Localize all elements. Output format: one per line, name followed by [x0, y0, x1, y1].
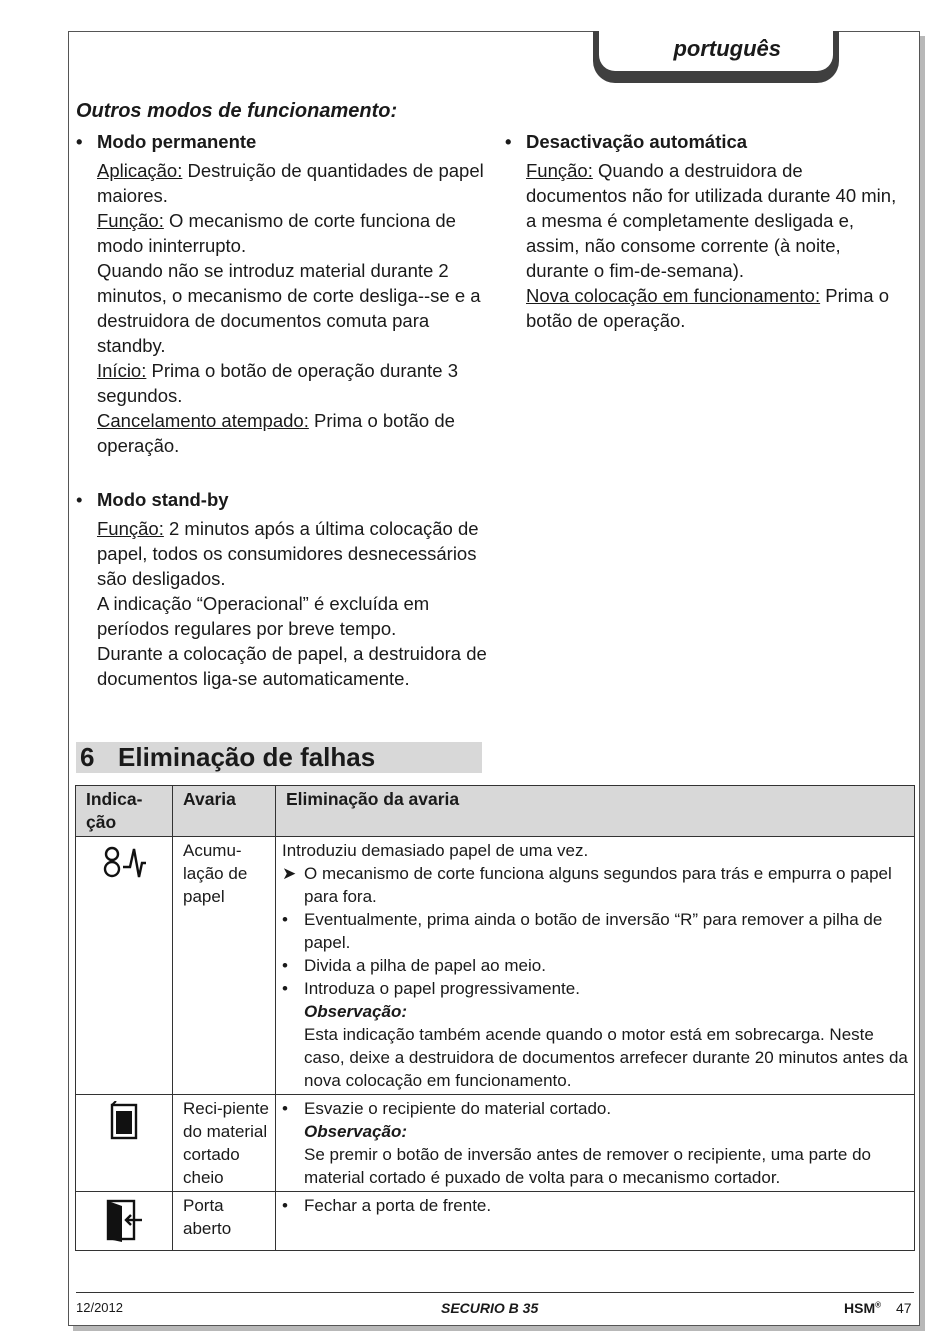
door-open-icon [104, 1198, 144, 1242]
paper-jam-icon [101, 843, 147, 883]
observacao-text: Se premir o botão de inversão antes de remover o recipiente, uma parte do material cortado é puxado de volta para o mecanismo cortador. [304, 1145, 871, 1187]
footer-model: SECURIO B 35 [441, 1300, 539, 1316]
bullet-icon: • [76, 489, 83, 510]
row-bullet-item: • Introduza o papel progressivamente. [282, 979, 580, 998]
bullet-icon: • [76, 131, 83, 152]
avaria-cell: Reci-piente do material cortado cheio [173, 1095, 276, 1192]
bin-full-icon [109, 1101, 139, 1141]
header-indicacao: Indica-ção [76, 786, 173, 837]
modo-permanente-title: Modo permanente [97, 131, 257, 152]
nova-colocacao-para: Nova colocação em funcionamento: Prima o botão de operação. [526, 285, 890, 331]
fault-section-heading [76, 742, 482, 773]
table-row [76, 1192, 915, 1251]
eliminacao-cell [276, 1192, 915, 1251]
footer-rule [76, 1292, 914, 1293]
observacao-text: Esta indicação também acende quando o motor está em sobrecarga. Neste caso, deixe a destruidora de documentos arrefecer durante 20 minutos antes da nova colocação em funcionamento. [304, 1025, 908, 1090]
avaria-cell: Acumu-lação de papel [173, 837, 276, 1095]
standby-text2: A indicação “Operacional” é excluída em períodos regulares por breve tempo. [97, 593, 430, 639]
fault-section-number: 6 [80, 742, 95, 772]
table-header-row [76, 786, 915, 837]
modo-standby-title: Modo stand-by [97, 489, 229, 510]
row-arrow-item: ➤ O mecanismo de corte funciona alguns segundos para trás e empurra o papel para fora. [282, 864, 892, 906]
standby-para: Quando não se introduz material durante 2 minutos, o mecanismo de corte desliga--se e a destruidora de documentos comuta para standby. [97, 260, 481, 356]
header-eliminacao: Eliminação da avaria [276, 786, 915, 837]
avaria-cell: Porta aberto [173, 1192, 276, 1251]
desactivacao-funcao-para: Função: Quando a destruidora de documentos não for utilizada durante 40 min, a mesma é completamente desligada e, assim, não consome corrente (à noite, durante o fim-de-semana). [526, 160, 897, 281]
page-number: 47 [896, 1300, 912, 1316]
aplicacao-para: Aplicação: Destruição de quantidades de papel maiores. [97, 160, 484, 206]
arrow-right-icon: ➤ [282, 864, 297, 883]
row-intro: Introduziu demasiado papel de uma vez. [282, 841, 589, 860]
brand-logo: HSM® [844, 1300, 882, 1316]
observacao-label: Observação: [304, 1002, 407, 1021]
footer-date: 12/2012 [76, 1300, 123, 1315]
funcao-para: Função: O mecanismo de corte funciona de modo ininterrupto. [97, 210, 456, 256]
fault-table [75, 785, 915, 1251]
modo-permanente-block [76, 129, 496, 458]
cancelamento-para: Cancelamento atempado: Prima o botão de operação. [97, 410, 455, 456]
modo-standby-block [76, 487, 496, 691]
fault-section-title: Eliminação de falhas [118, 742, 376, 772]
row-bullet-item: • Esvazie o recipiente do material cortado. [282, 1099, 612, 1118]
section-heading: Outros modos de funcionamento: [76, 100, 398, 122]
observacao-label: Observação: [304, 1122, 407, 1141]
row-bullet-item: • Eventualmente, prima ainda o botão de inversão “R” para remover a pilha de papel. [282, 910, 883, 952]
eliminacao-cell [276, 837, 915, 1095]
row-bullet-item: • Divida a pilha de papel ao meio. [282, 956, 546, 975]
table-row [76, 1095, 915, 1192]
standby-funcao-para: Função: 2 minutos após a última colocação de papel, todos os consumidores desnecessários são desligados. [97, 518, 479, 589]
inicio-para: Início: Prima o botão de operação durante 3 segundos. [97, 360, 458, 406]
desactivacao-block [505, 129, 905, 333]
row-bullet-item: • Fechar a porta de frente. [282, 1196, 492, 1215]
eliminacao-cell [276, 1095, 915, 1192]
language-label: português [599, 31, 833, 71]
desactivacao-title: Desactivação automática [526, 131, 748, 152]
table-row [76, 837, 915, 1095]
standby-text3: Durante a colocação de papel, a destruidora de documentos liga-se automaticamente. [97, 643, 487, 689]
header-avaria: Avaria [173, 786, 276, 837]
bullet-icon: • [505, 131, 512, 152]
